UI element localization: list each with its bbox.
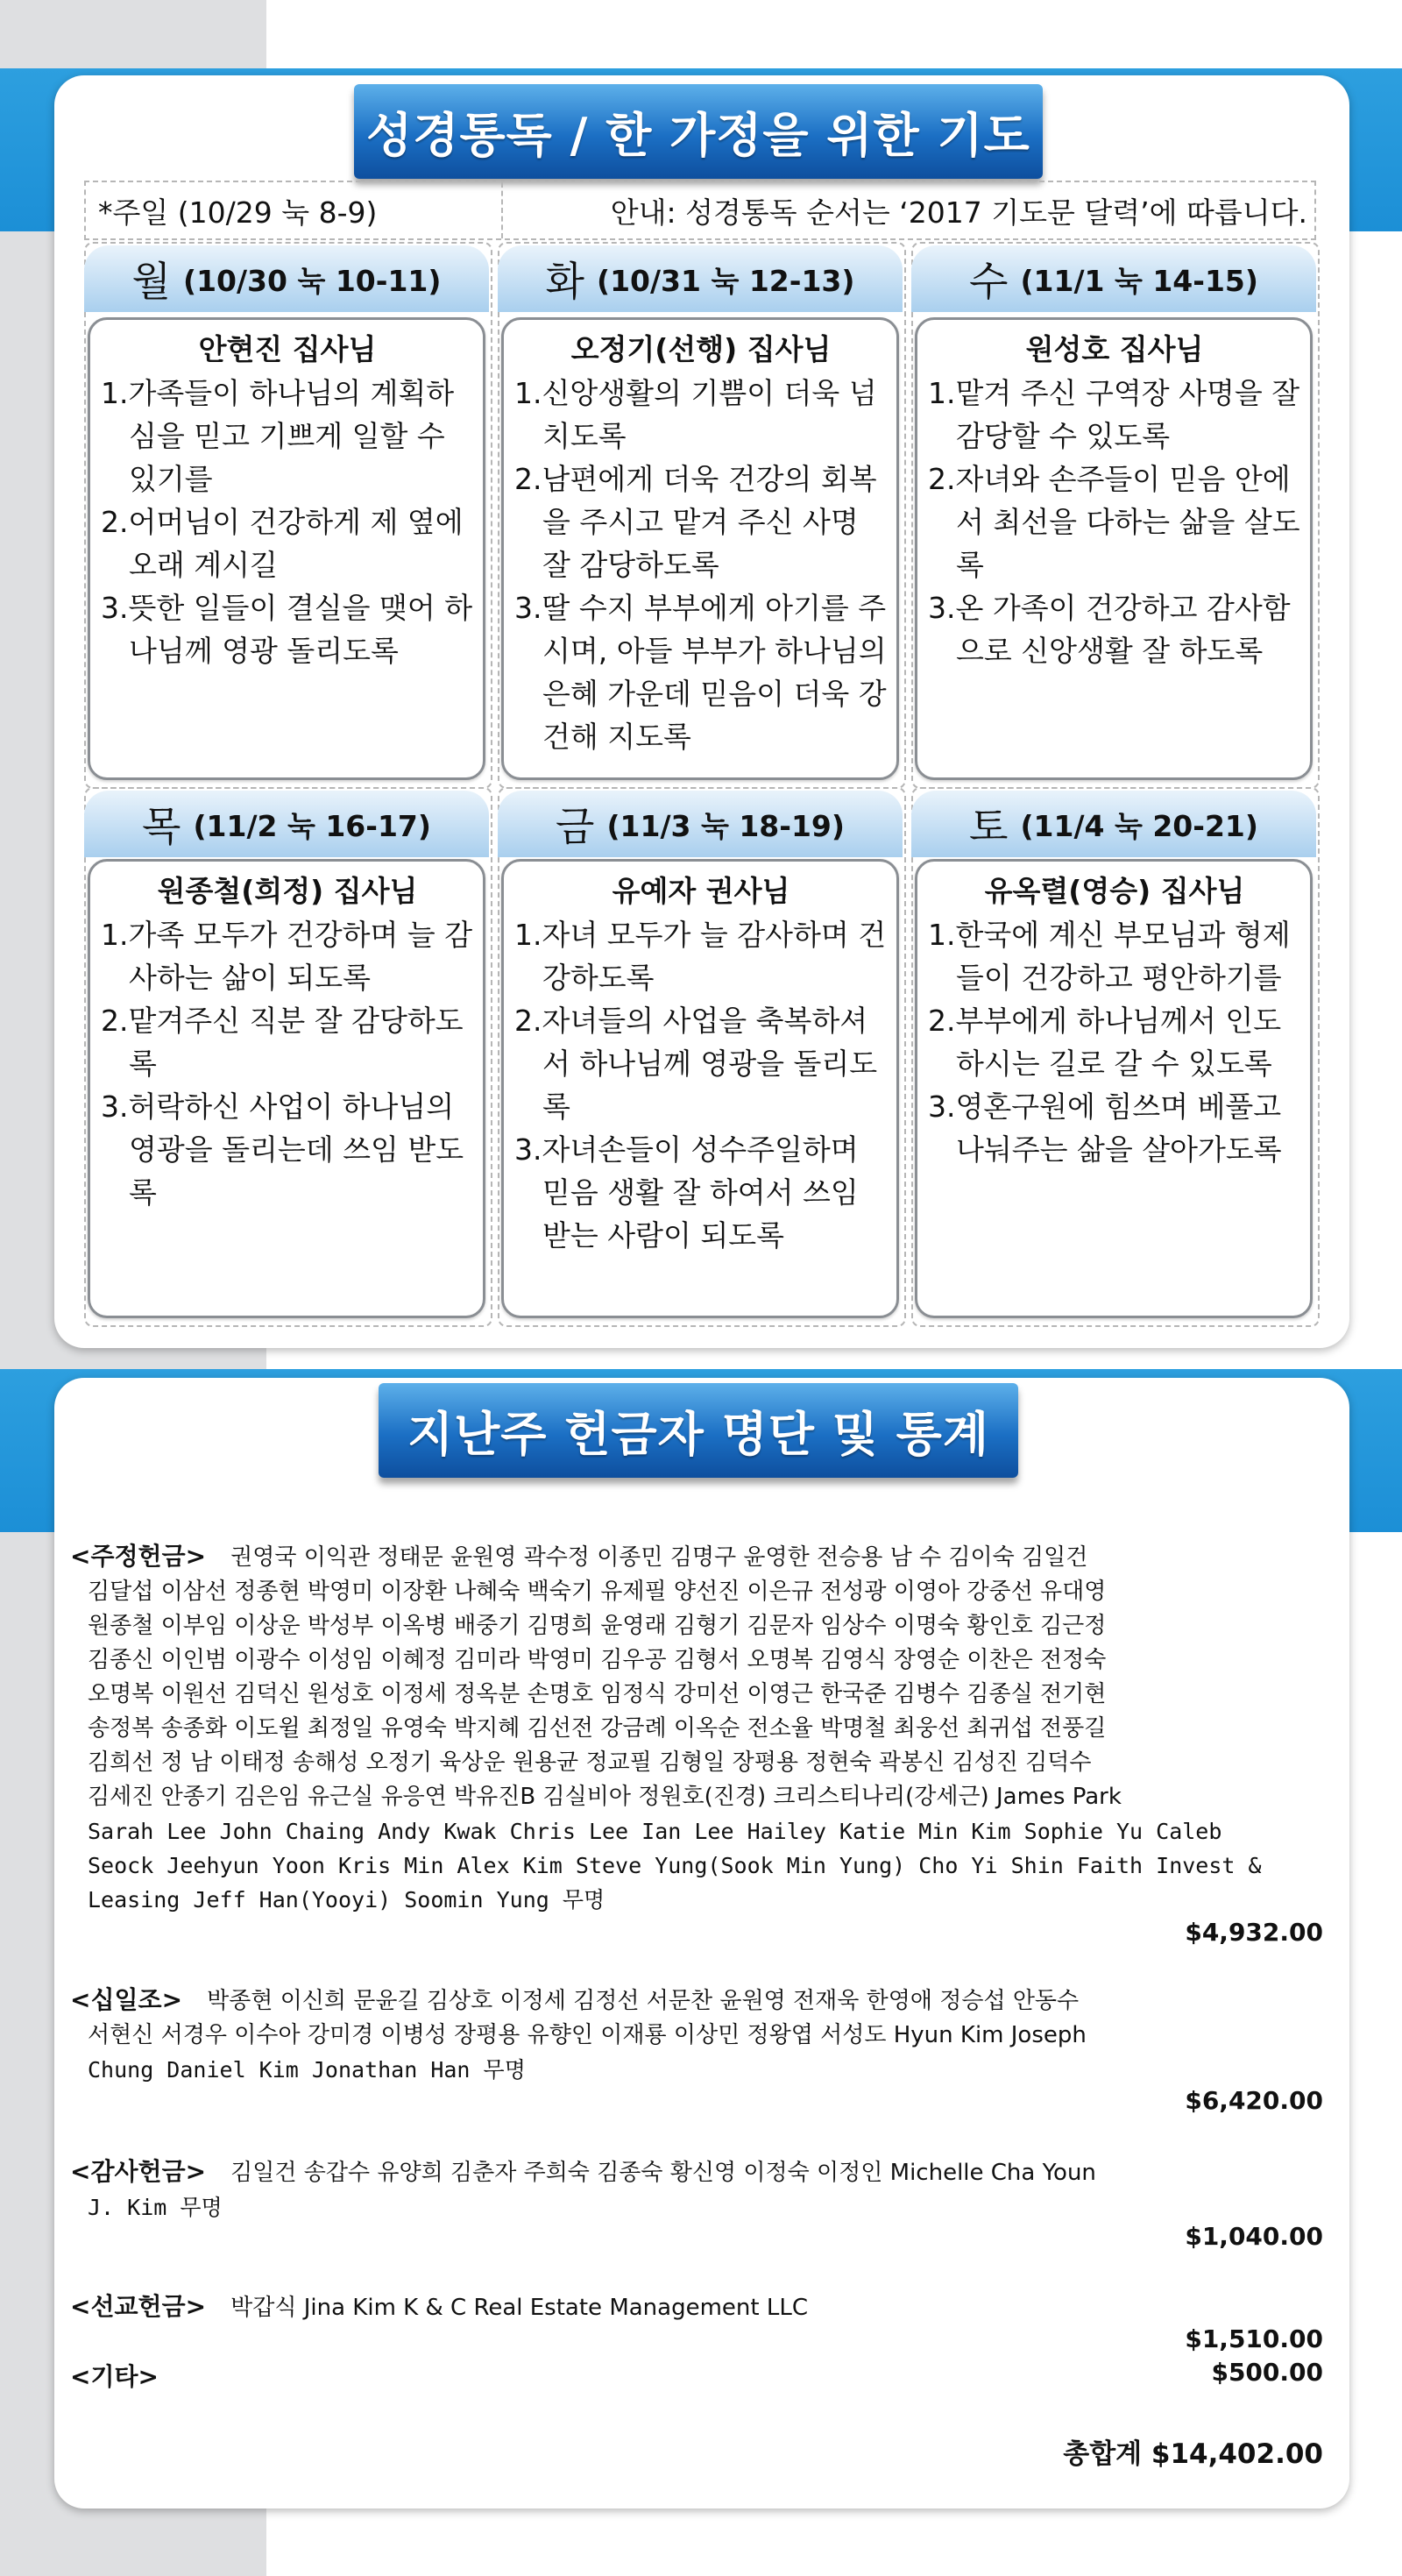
prayer-item: 1.신앙생활의 기쁨이 더욱 넘치도록 <box>514 376 877 453</box>
prayer-item: 3.온 가족이 건강하고 감사함으로 신앙생활 잘 하도록 <box>928 591 1291 668</box>
donor-names: 김희선 정 남 이태정 송해성 오정기 육상운 원용균 정교필 김형일 장평용 정현숙 곽봉신 김성진 김덕수 <box>88 1749 1092 1776</box>
prayer-item: 2.자녀와 손주들이 믿음 안에서 최선을 다하는 삶을 살도록 <box>928 462 1300 582</box>
day-name: 수 <box>969 258 1009 305</box>
thanks-offering-first-line <box>70 2154 1332 2190</box>
day-header-sat <box>911 791 1316 857</box>
donor-names: 김종신 이인범 이광수 이성임 이혜정 김미라 박영미 김우공 김형서 오명복 김영식 장영순 이찬은 전정숙 <box>88 1647 1107 1673</box>
weekly-offering-amount: $4,932.00 <box>1185 1918 1323 1947</box>
day-name: 토 <box>969 803 1009 850</box>
day-reading: (10/30 눅 10-11) <box>182 263 442 298</box>
grand-total: 총합계 $14,402.00 <box>1063 2438 1323 2470</box>
prayer-item: 3.영혼구원에 힘쓰며 베풀고 나눠주는 삶을 살아가도록 <box>928 1089 1282 1167</box>
deacon-name: 유예자 권사님 <box>612 874 790 908</box>
prayer-card-thu <box>88 859 485 1318</box>
tithe-amount: $6,420.00 <box>1185 2086 1323 2115</box>
mission-offering-first-line <box>70 2289 1332 2325</box>
mission-offering-label: <선교헌금> <box>70 2292 207 2321</box>
thanks-offering-label: <감사헌금> <box>70 2157 207 2186</box>
prayer-card-mon <box>88 317 485 780</box>
day-header-mon <box>84 245 489 312</box>
thanks-offering-amount: $1,040.00 <box>1185 2222 1323 2251</box>
thanks-offering-list <box>70 2154 1332 2225</box>
donor-names: 김세진 안종기 김은임 유근실 유응연 박유진B 김실비아 정원호(진경) 크리스티나리(강세근) James Park <box>88 1784 1122 1810</box>
day-header-wed <box>911 245 1316 312</box>
prayer-item: 1.자녀 모두가 늘 감사하며 건강하도록 <box>514 918 887 995</box>
day-name: 금 <box>556 803 595 850</box>
prayer-item: 3.허락하신 사업이 하나님의 영광을 돌리는데 쓰임 받도록 <box>101 1089 464 1210</box>
weekly-offering-list <box>70 1539 1332 1917</box>
day-header-tue <box>498 245 903 312</box>
reading-info-row <box>84 181 1316 240</box>
prayer-item: 2.맡겨주신 직분 잘 감당하도록 <box>101 1004 464 1081</box>
deacon-name: 원성호 집사님 <box>1025 332 1204 366</box>
prayer-card-sat <box>915 859 1313 1318</box>
prayer-item: 2.남편에게 더욱 건강의 회복을 주시고 맡겨 주신 사명 잘 감당하도록 <box>514 462 877 582</box>
day-reading: (11/3 눅 18-19) <box>606 808 845 843</box>
other-offering-label: <기타> <box>70 2362 159 2391</box>
donor-names: Sarah Lee John Chaing Andy Kwak Chris Lee Ian Lee Hailey Katie Min Kim Sophie Yu Caleb <box>88 1819 1222 1844</box>
deacon-name: 안현진 집사님 <box>198 332 377 366</box>
donor-names: 권영국 이익관 정태문 윤원영 곽수정 이종민 김명구 윤영한 전승용 남 수 김이숙 김일건 <box>230 1544 1088 1571</box>
day-reading: (10/31 눅 12-13) <box>596 263 855 298</box>
donor-names: 서현신 서경우 이수아 강미경 이병성 장평용 유향인 이재룡 이상민 정왕엽 서성도 Hyun Kim Joseph <box>88 2022 1087 2048</box>
deacon-name: 오정기(선행) 집사님 <box>570 332 832 366</box>
tithe-list <box>70 1983 1332 2087</box>
prayer-item: 3.뜻한 일들이 결실을 맺어 하나님께 영광 돌리도록 <box>101 591 473 668</box>
prayer-item: 3.자녀손들이 성수주일하며 믿음 생활 잘 하여서 쓰임 받는 사람이 되도록 <box>514 1132 859 1253</box>
weekly-offering-first-line <box>70 1539 1332 1575</box>
prayer-item: 2.부부에게 하나님께서 인도하시는 길로 갈 수 있도록 <box>928 1004 1282 1081</box>
tithe-first-line <box>70 1983 1332 2019</box>
day-header-thu <box>84 791 489 857</box>
weekly-offering-label: <주정헌금> <box>70 1542 207 1571</box>
prayer-item: 2.어머님이 건강하게 제 옆에 오래 계시길 <box>101 505 464 582</box>
prayer-item: 1.맡겨 주신 구역장 사명을 잘 감당할 수 있도록 <box>928 376 1300 453</box>
prayer-card-fri <box>501 859 899 1318</box>
prayer-card-tue <box>501 317 899 780</box>
sunday-reading: *주일 (10/29 눅 8-9) <box>86 182 503 238</box>
day-reading: (11/2 눅 16-17) <box>193 808 431 843</box>
offering-title: 지난주 헌금자 명단 및 통계 <box>379 1383 1018 1478</box>
donor-names: 오명복 이원선 김덕신 원성호 이정세 정옥분 손명호 임정식 강미선 이영근 한국준 김병수 김종실 전기현 <box>88 1681 1107 1707</box>
donor-names: J. Kim 무명 <box>88 2195 223 2220</box>
prayer-item: 1.가족 모두가 건강하며 늘 감사하는 삶이 되도록 <box>101 918 473 995</box>
donor-names: 송정복 송종화 이도윌 최정일 유영숙 박지혜 김선전 강금례 이옥순 전소율 박명철 최웅선 최귀섭 전풍길 <box>88 1715 1107 1742</box>
donor-names: Chung Daniel Kim Jonathan Han 무명 <box>88 2057 526 2083</box>
donor-names: Seock Jeehyun Yoon Kris Min Alex Kim Steve Yung(Sook Min Yung) Cho Yi Shin Faith Invest & <box>88 1853 1262 1878</box>
deacon-name: 유옥렬(영승) 집사님 <box>984 874 1245 908</box>
day-name: 목 <box>142 803 181 850</box>
prayer-item: 1.가족들이 하나님의 계획하심을 믿고 기쁘게 일할 수 있기를 <box>101 376 455 496</box>
prayer-item: 1.한국에 계신 부모님과 형제들이 건강하고 평안하기를 <box>928 918 1291 995</box>
donor-names: Leasing Jeff Han(Yooyi) Soomin Yung 무명 <box>88 1887 605 1912</box>
day-name: 화 <box>545 258 584 305</box>
donor-names: 박갑식 Jina Kim K & C Real Estate Management LLC <box>230 2295 808 2321</box>
donor-names: 박종현 이신희 문윤길 김상호 이정세 김정선 서문찬 윤원영 전재욱 한영애 정승섭 안동수 <box>207 1988 1080 2014</box>
deacon-name: 원종철(희정) 집사님 <box>157 874 418 908</box>
prayer-title: 성경통독 / 한 가정을 위한 기도 <box>354 84 1043 179</box>
prayer-card-wed <box>915 317 1313 780</box>
prayer-item: 3.딸 수지 부부에게 아기를 주시며, 아들 부부가 하나님의 은혜 가운데 믿음이 더욱 강건해 지도록 <box>514 591 887 754</box>
mission-offering-amount: $1,510.00 <box>1185 2324 1323 2353</box>
donor-names: 김일건 송갑수 유양희 김춘자 주희숙 김종숙 황신영 이정숙 이정인 Michelle Cha Youn <box>230 2160 1096 2186</box>
tithe-label: <십일조> <box>70 1985 183 2014</box>
day-header-fri <box>498 791 903 857</box>
reading-notice: 안내: 성경통독 순서는 ‘2017 기도문 달력’에 따릅니다. <box>610 195 1307 230</box>
prayer-item: 2.자녀들의 사업을 축복하셔서 하나님께 영광을 돌리도록 <box>514 1004 878 1124</box>
day-name: 월 <box>131 258 171 305</box>
day-reading: (11/1 눅 14-15) <box>1020 263 1258 298</box>
donor-names: 김달섭 이삼선 정종현 박영미 이장환 나혜숙 백숙기 유제필 양선진 이은규 전성광 이영아 강중선 유대영 <box>88 1579 1107 1605</box>
donor-names: 원종철 이부임 이상운 박성부 이옥병 배중기 김명희 윤영래 김형기 김문자 임상수 이명숙 황인호 김근정 <box>88 1613 1107 1639</box>
other-offering-amount: $500.00 <box>1211 2358 1323 2387</box>
mission-offering-list <box>70 2289 1332 2325</box>
day-reading: (11/4 눅 20-21) <box>1020 808 1258 843</box>
